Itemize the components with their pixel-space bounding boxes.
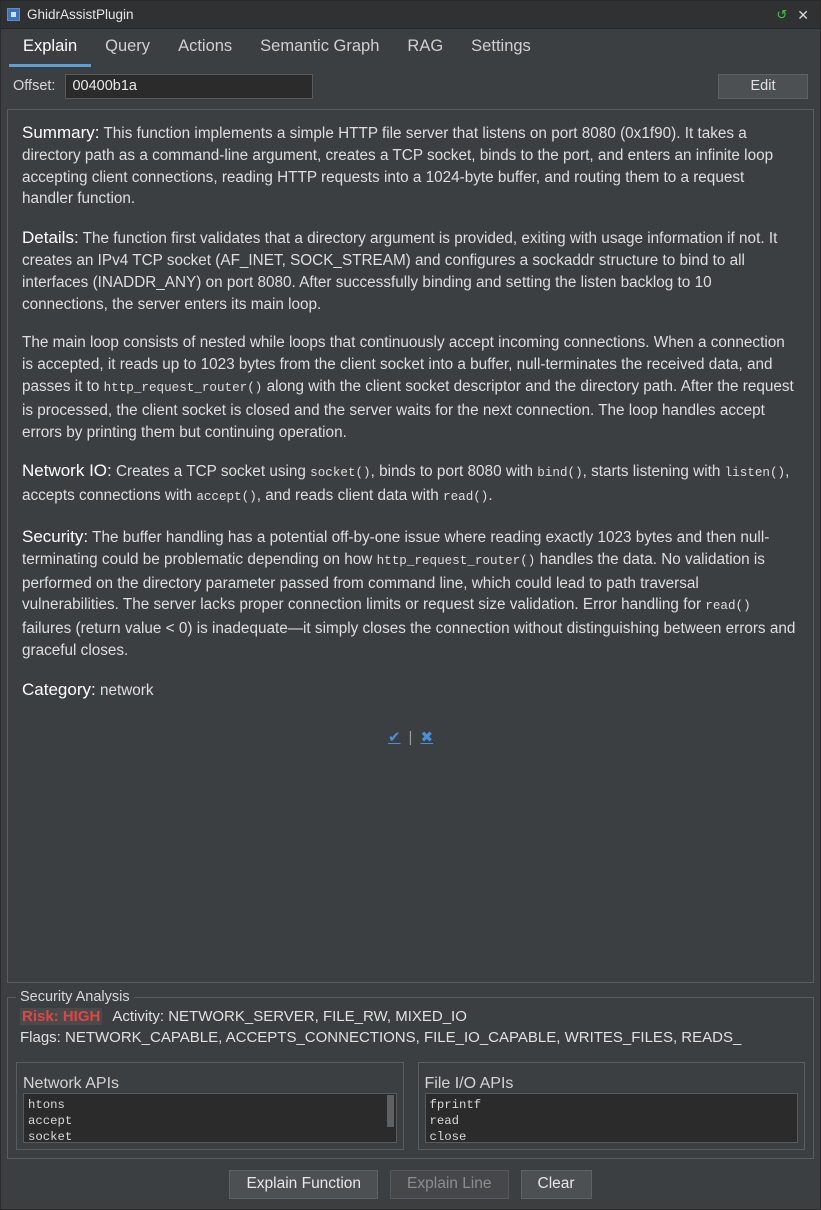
risk-line <box>16 1008 805 1025</box>
flags-label: Flags: NETWORK_CAPABLE, ACCEPTS_CONNECTIONS, FILE_IO_CAPABLE, WRITES_FILES, READS_ <box>20 1029 742 1046</box>
api-groups-row <box>16 1062 805 1150</box>
security-paragraph <box>22 526 799 662</box>
list-item[interactable]: htons <box>28 1098 65 1112</box>
main-loop-code-1: http_request_router() <box>103 380 263 395</box>
network-io-code-4: accept() <box>196 490 257 505</box>
summary-heading: Summary: <box>22 123 100 142</box>
list-item[interactable]: socket <box>28 1130 73 1143</box>
network-apis-legend: Network APIs <box>23 1075 120 1092</box>
main-loop-text-1: The main loop consists of nested while loops that continuously accept incoming connections. When a connection is accepted, it reads up to 1023 bytes from the client socket into a buffer, null-terminates the received data, and passes it to <box>22 334 785 395</box>
edit-button[interactable]: Edit <box>718 74 808 99</box>
network-io-text-5: , and reads client data with <box>256 487 444 505</box>
network-io-code-1: socket() <box>310 466 371 481</box>
tab-rag-label: RAG <box>407 37 444 55</box>
network-io-code-2: bind() <box>537 466 583 481</box>
tab-bar <box>1 29 820 67</box>
tab-settings-label: Settings <box>471 37 531 55</box>
feedback-separator: | <box>408 728 413 746</box>
list-item[interactable]: fprintf <box>429 1098 482 1112</box>
network-io-code-3: listen() <box>724 466 786 481</box>
window-title: GhidrAssistPlugin <box>27 7 134 22</box>
feedback-row <box>22 728 799 746</box>
network-apis-list[interactable] <box>23 1093 397 1143</box>
tab-actions[interactable] <box>164 29 246 67</box>
network-io-text-2: , binds to port 8080 with <box>370 463 538 481</box>
tab-explain-label: Explain <box>23 37 78 55</box>
offset-input[interactable] <box>65 74 313 99</box>
security-analysis-group <box>7 989 814 1159</box>
network-io-text-3: , starts listening with <box>582 463 725 481</box>
status-badge: Risk: HIGH <box>22 1008 101 1025</box>
category-paragraph <box>22 679 799 702</box>
list-item[interactable]: close <box>429 1130 467 1143</box>
list-item[interactable]: accept <box>28 1114 73 1128</box>
tab-settings[interactable] <box>457 29 545 67</box>
tab-semantic-graph[interactable] <box>246 29 393 67</box>
details-text: The function first validates that a directory argument is provided, exiting with usage information if not. It creates an IPv4 TCP socket (AF_INET, SOCK_STREAM) and configures a sockaddr structure to bind to all interfaces (INADDR_ANY) on port 8080. After successfully binding and setting the listen backlog to 10 connections, the server enters its main loop. <box>22 230 778 313</box>
category-value: network <box>95 681 154 699</box>
tab-actions-label: Actions <box>178 37 233 55</box>
tab-query-label: Query <box>105 37 151 55</box>
list-item[interactable]: read <box>429 1114 460 1128</box>
title-bar <box>1 1 820 29</box>
application-icon <box>7 8 20 21</box>
network-apis-scrollbar[interactable] <box>386 1095 395 1141</box>
summary-paragraph <box>22 122 799 210</box>
tab-query[interactable] <box>91 29 164 67</box>
security-code-2: read() <box>705 599 751 614</box>
security-code-1: http_request_router() <box>376 553 536 568</box>
network-io-text-1: Creates a TCP socket using <box>111 463 311 481</box>
details-paragraph <box>22 227 799 315</box>
file-io-apis-group <box>418 1062 806 1150</box>
activity-label: Activity: NETWORK_SERVER, FILE_RW, MIXED_IO <box>112 1008 467 1025</box>
tab-rag[interactable] <box>393 29 457 67</box>
network-apis-group <box>16 1062 404 1150</box>
scrollbar-thumb[interactable] <box>387 1095 394 1127</box>
security-text-2: handles the data. No validation is performed on the directory parameter passed from command line, which could lead to path traversal vulnerabilities. The server lacks proper connection limits or request size validation. Error handling for <box>22 550 765 614</box>
file-io-apis-legend: File I/O APIs <box>424 1075 514 1092</box>
security-text-1: The buffer handling has a potential off-by-one issue where reading exactly 1023 bytes and then null-terminating could be problematic depending on how <box>22 528 770 568</box>
thumbs-down-icon[interactable]: ✖ <box>420 728 434 746</box>
summary-text: This function implements a simple HTTP file server that listens on port 8080 (0x1f90). It takes a directory path as a command-line argument, creates a TCP socket, binds to the port, and enters an infinite loop accepting client connections, reading HTTP requests into a 1024-byte buffer, and routing them to a request handler function. <box>22 125 774 208</box>
network-io-code-5: read() <box>443 490 489 505</box>
main-loop-paragraph <box>22 332 799 443</box>
offset-row <box>1 67 820 105</box>
network-io-heading: Network IO: <box>22 461 112 481</box>
security-analysis-legend: Security Analysis <box>16 989 134 1005</box>
security-heading: Security: <box>22 526 89 546</box>
tab-semantic-graph-label: Semantic Graph <box>260 37 380 55</box>
offset-label: Offset: <box>13 78 56 94</box>
network-io-text-6: . <box>488 487 493 505</box>
details-heading: Details: <box>22 228 79 248</box>
main-loop-text-2: along with the client socket descriptor and the directory path. After the request is processed, the client socket is closed and the server waits for the next connection. The loop handles accept errors by printing them but continuing operation. <box>22 377 794 441</box>
close-icon[interactable]: ✕ <box>797 6 809 23</box>
explain-function-button[interactable]: Explain Function <box>229 1170 378 1199</box>
category-heading: Category: <box>22 679 96 699</box>
button-bar <box>1 1159 820 1209</box>
explanation-panel[interactable] <box>7 109 814 983</box>
tab-explain[interactable] <box>9 29 91 67</box>
explain-line-button[interactable]: Explain Line <box>390 1170 508 1199</box>
security-text-3: failures (return value < 0) is inadequate—it simply closes the connection without distinguishing between errors and graceful closes. <box>22 620 796 659</box>
clear-button[interactable]: Clear <box>521 1170 592 1199</box>
network-io-text-4: , accepts connections with <box>22 463 790 505</box>
network-io-paragraph <box>22 460 799 509</box>
thumbs-up-icon[interactable]: ✔ <box>387 728 401 746</box>
restore-icon[interactable]: ↺ <box>776 7 788 22</box>
file-io-apis-list[interactable] <box>425 1093 799 1143</box>
